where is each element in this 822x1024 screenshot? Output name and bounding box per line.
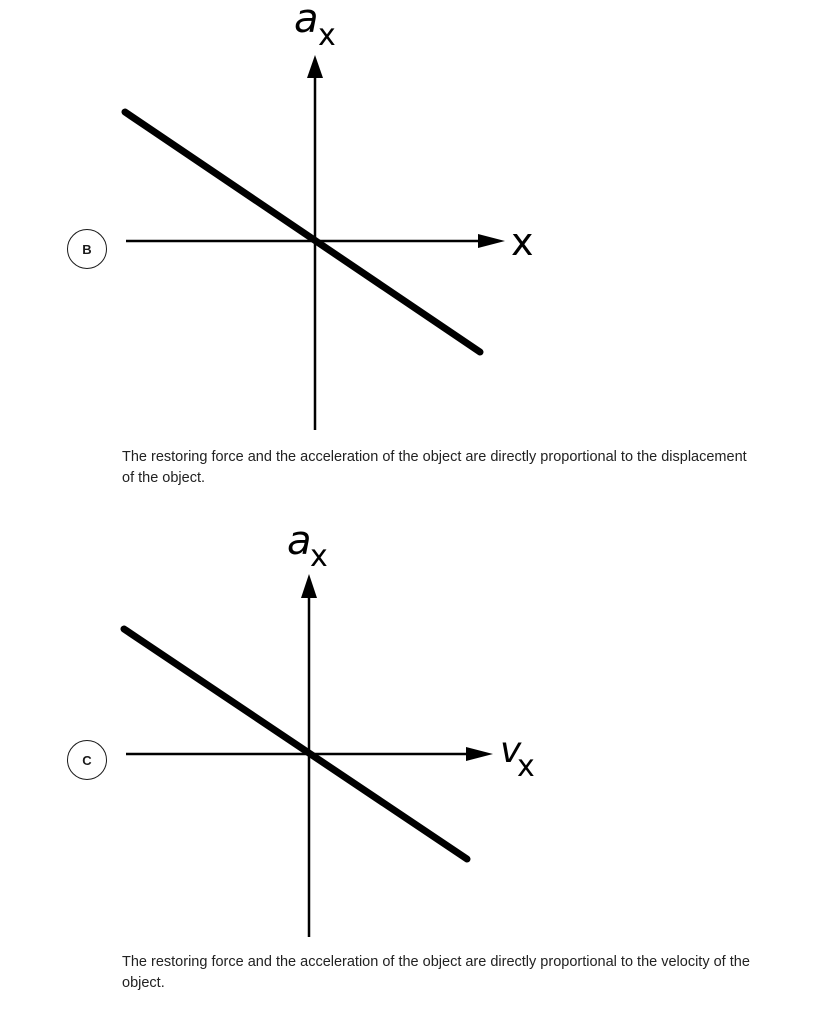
x-axis-label: v — [500, 730, 522, 771]
option-b-selector[interactable]: B — [67, 229, 107, 269]
plot-line — [125, 112, 480, 352]
x-axis-label-subscript: x — [517, 749, 535, 784]
x-axis-label: x — [511, 220, 534, 264]
answer-option-c[interactable] — [0, 512, 822, 1012]
graph-c — [0, 512, 822, 1012]
x-axis-arrowhead — [478, 234, 505, 248]
y-axis-arrowhead — [307, 55, 323, 78]
plot-line — [124, 629, 467, 859]
option-c-selector[interactable]: C — [67, 740, 107, 780]
option-c-description: The restoring force and the acceleration of the object are directly proportional to the velocity of the object. — [122, 954, 750, 991]
x-axis-arrowhead — [466, 747, 493, 761]
y-axis-label: a — [287, 518, 312, 564]
graph-b — [0, 0, 822, 500]
option-b-description: The restoring force and the acceleration of the object are directly proportional to the displacement of the object. — [122, 449, 747, 486]
y-axis-arrowhead — [301, 574, 317, 598]
answer-option-b[interactable] — [0, 0, 822, 500]
y-axis-label-subscript: x — [310, 539, 328, 574]
y-axis-label: a — [294, 0, 319, 42]
y-axis-label-subscript: x — [318, 18, 336, 53]
